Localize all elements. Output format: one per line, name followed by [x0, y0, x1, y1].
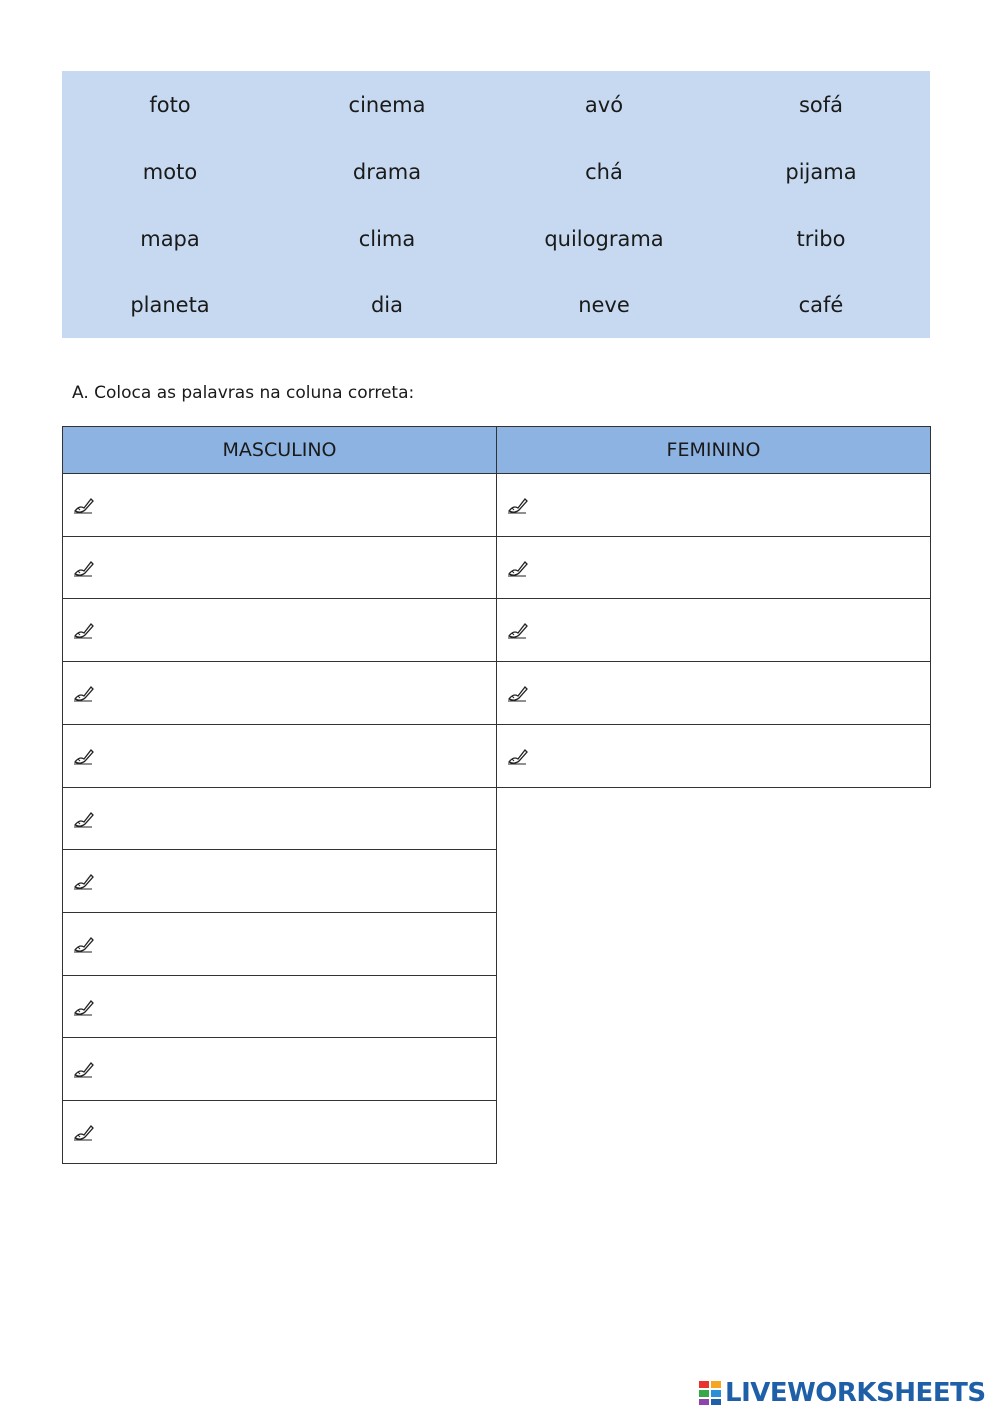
word-bank-word: moto [142, 160, 198, 184]
instruction-text: A. Coloca as palavras na coluna correta: [72, 383, 415, 403]
word-bank-word: avó [584, 93, 624, 117]
word-bank-word: planeta [130, 293, 210, 317]
writing-hand-icon [72, 558, 94, 578]
writing-hand-icon [506, 746, 528, 766]
answer-cell-feminino[interactable] [496, 598, 931, 662]
word-bank-word: drama [352, 160, 422, 184]
word-bank-word: sofá [798, 93, 844, 117]
word-bank-word: dia [370, 293, 404, 317]
answer-cell-feminino[interactable] [496, 536, 931, 600]
writing-hand-icon [72, 809, 94, 829]
writing-hand-icon [506, 620, 528, 640]
answer-cell-masculino[interactable] [62, 975, 497, 1039]
writing-hand-icon [72, 871, 94, 891]
word-bank-word: neve [578, 293, 630, 317]
word-bank-word: café [798, 293, 844, 317]
answer-cell-masculino[interactable] [62, 787, 497, 851]
writing-hand-icon [506, 558, 528, 578]
answer-cell-feminino[interactable] [496, 473, 931, 537]
answer-cell-masculino[interactable] [62, 724, 497, 788]
writing-hand-icon [506, 683, 528, 703]
answer-cell-feminino[interactable] [496, 724, 931, 788]
liveworksheets-logo-icon [698, 1380, 722, 1406]
word-bank-word: tribo [796, 227, 846, 251]
writing-hand-icon [506, 495, 528, 515]
answer-cell-feminino[interactable] [496, 661, 931, 725]
answer-cell-masculino[interactable] [62, 661, 497, 725]
answer-cell-masculino[interactable] [62, 598, 497, 662]
answer-cell-masculino[interactable] [62, 912, 497, 976]
answer-cell-masculino[interactable] [62, 1100, 497, 1164]
liveworksheets-logo [698, 1378, 986, 1408]
writing-hand-icon [72, 934, 94, 954]
writing-hand-icon [72, 495, 94, 515]
word-bank-word: chá [585, 160, 623, 184]
writing-hand-icon [72, 1122, 94, 1142]
writing-hand-icon [72, 746, 94, 766]
word-bank-word: cinema [348, 93, 426, 117]
logo-text: LIVEWORKSHEETS [725, 1378, 986, 1408]
word-bank-word: pijama [785, 160, 857, 184]
writing-hand-icon [72, 997, 94, 1017]
word-bank [62, 71, 930, 338]
writing-hand-icon [72, 1059, 94, 1079]
word-bank-word: foto [149, 93, 191, 117]
writing-hand-icon [72, 620, 94, 640]
writing-hand-icon [72, 683, 94, 703]
answer-cell-masculino[interactable] [62, 536, 497, 600]
word-bank-word: mapa [140, 227, 200, 251]
answer-cell-masculino[interactable] [62, 849, 497, 913]
column-header-masculino: MASCULINO [62, 426, 497, 474]
word-bank-word: clima [358, 227, 416, 251]
answer-cell-masculino[interactable] [62, 473, 497, 537]
column-header-feminino: FEMININO [496, 426, 931, 474]
answer-cell-masculino[interactable] [62, 1037, 497, 1101]
word-bank-word: quilograma [544, 227, 664, 251]
